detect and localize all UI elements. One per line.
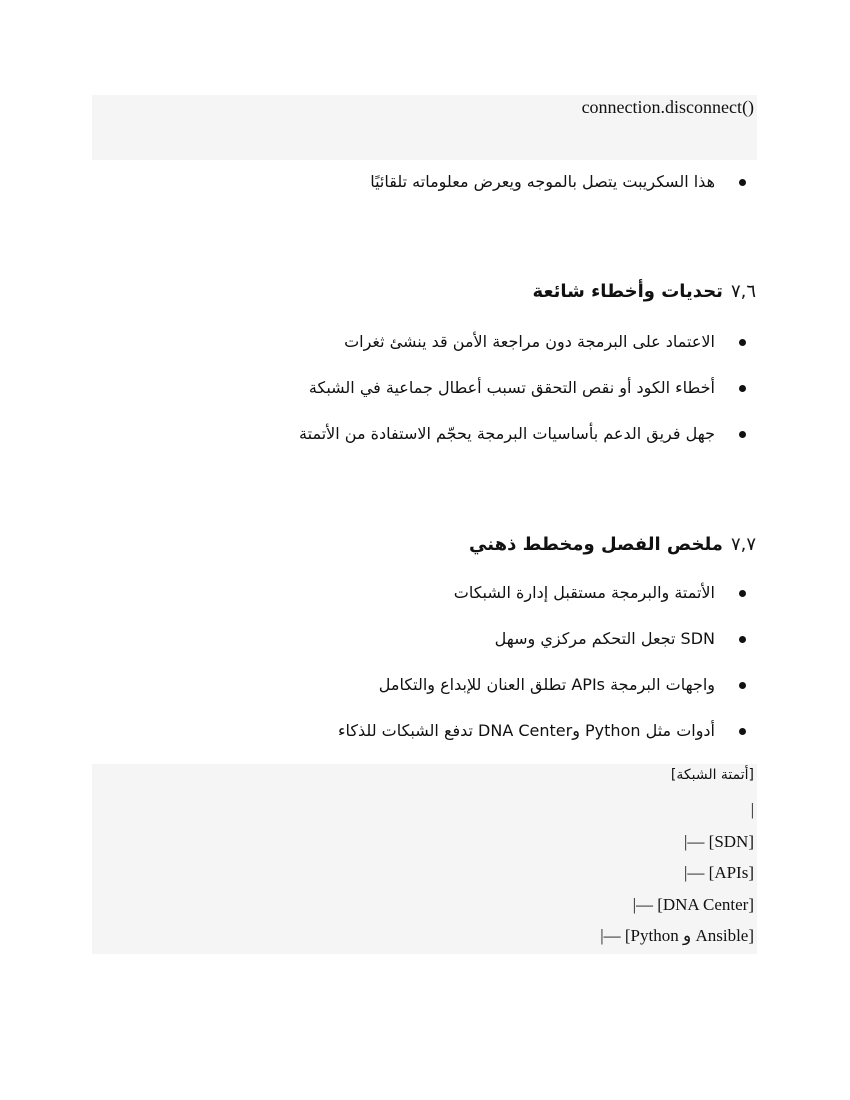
code-block — [92, 95, 757, 160]
list-item-text: هذا السكريبت يتصل بالموجه ويعرض معلوماته تلقائيًا — [370, 172, 715, 191]
section-number: ٧,٦ — [730, 281, 756, 302]
bullet-icon — [739, 179, 746, 186]
list-item — [338, 628, 745, 650]
bullet-icon — [739, 682, 746, 689]
bullet-icon — [739, 636, 746, 643]
bullet-icon — [739, 385, 746, 392]
list-item — [338, 674, 745, 696]
mind-map-line: | — [750, 800, 754, 819]
list-item — [299, 423, 745, 445]
code-line: connection.disconnect() — [581, 97, 754, 117]
list-item — [370, 171, 745, 193]
section-number: ٧,٧ — [730, 534, 756, 555]
list-item-text: أدوات مثل Python وDNA Center تدفع الشبكات للذكاء — [337, 721, 715, 740]
bullet-icon — [739, 728, 746, 735]
list-item — [299, 377, 745, 399]
list-item-text: جهل فريق الدعم بأساسيات البرمجة يحجّم الاستفادة من الأتمتة — [299, 424, 715, 443]
bullet-icon — [739, 431, 746, 438]
list-item-text: الأتمتة والبرمجة مستقبل إدارة الشبكات — [453, 583, 715, 602]
section-heading — [469, 532, 756, 558]
list-item — [338, 582, 745, 604]
list-item-text: واجهات البرمجة APIs تطلق العنان للإبداع والتكامل — [378, 675, 715, 694]
list-item-text: الاعتماد على البرمجة دون مراجعة الأمن قد ينشئ ثغرات — [344, 332, 715, 351]
section-title: ملخص الفصل ومخطط ذهني — [469, 534, 723, 555]
challenges-list — [299, 331, 745, 445]
list-item — [299, 331, 745, 353]
mind-map-root: [أتمتة الشبكة] — [670, 767, 754, 783]
mind-map-line: |— [Python و Ansible] — [600, 926, 754, 945]
list-item-text: SDN تجعل التحكم مركزي وسهل — [494, 629, 715, 648]
section-title: تحديات وأخطاء شائعة — [532, 281, 723, 302]
summary-list — [338, 582, 745, 742]
list-item — [338, 720, 745, 742]
mind-map-line: |— [SDN] — [684, 831, 754, 851]
intro-list — [370, 171, 745, 193]
mind-map-line: |— [DNA Center] — [632, 894, 754, 914]
section-heading — [533, 279, 756, 305]
bullet-icon — [739, 339, 746, 346]
bullet-icon — [739, 590, 746, 597]
mind-map-block — [92, 764, 757, 954]
list-item-text: أخطاء الكود أو نقص التحقق تسبب أعطال جماعية في الشبكة — [308, 378, 715, 397]
mind-map-line: |— [APIs] — [684, 863, 754, 882]
